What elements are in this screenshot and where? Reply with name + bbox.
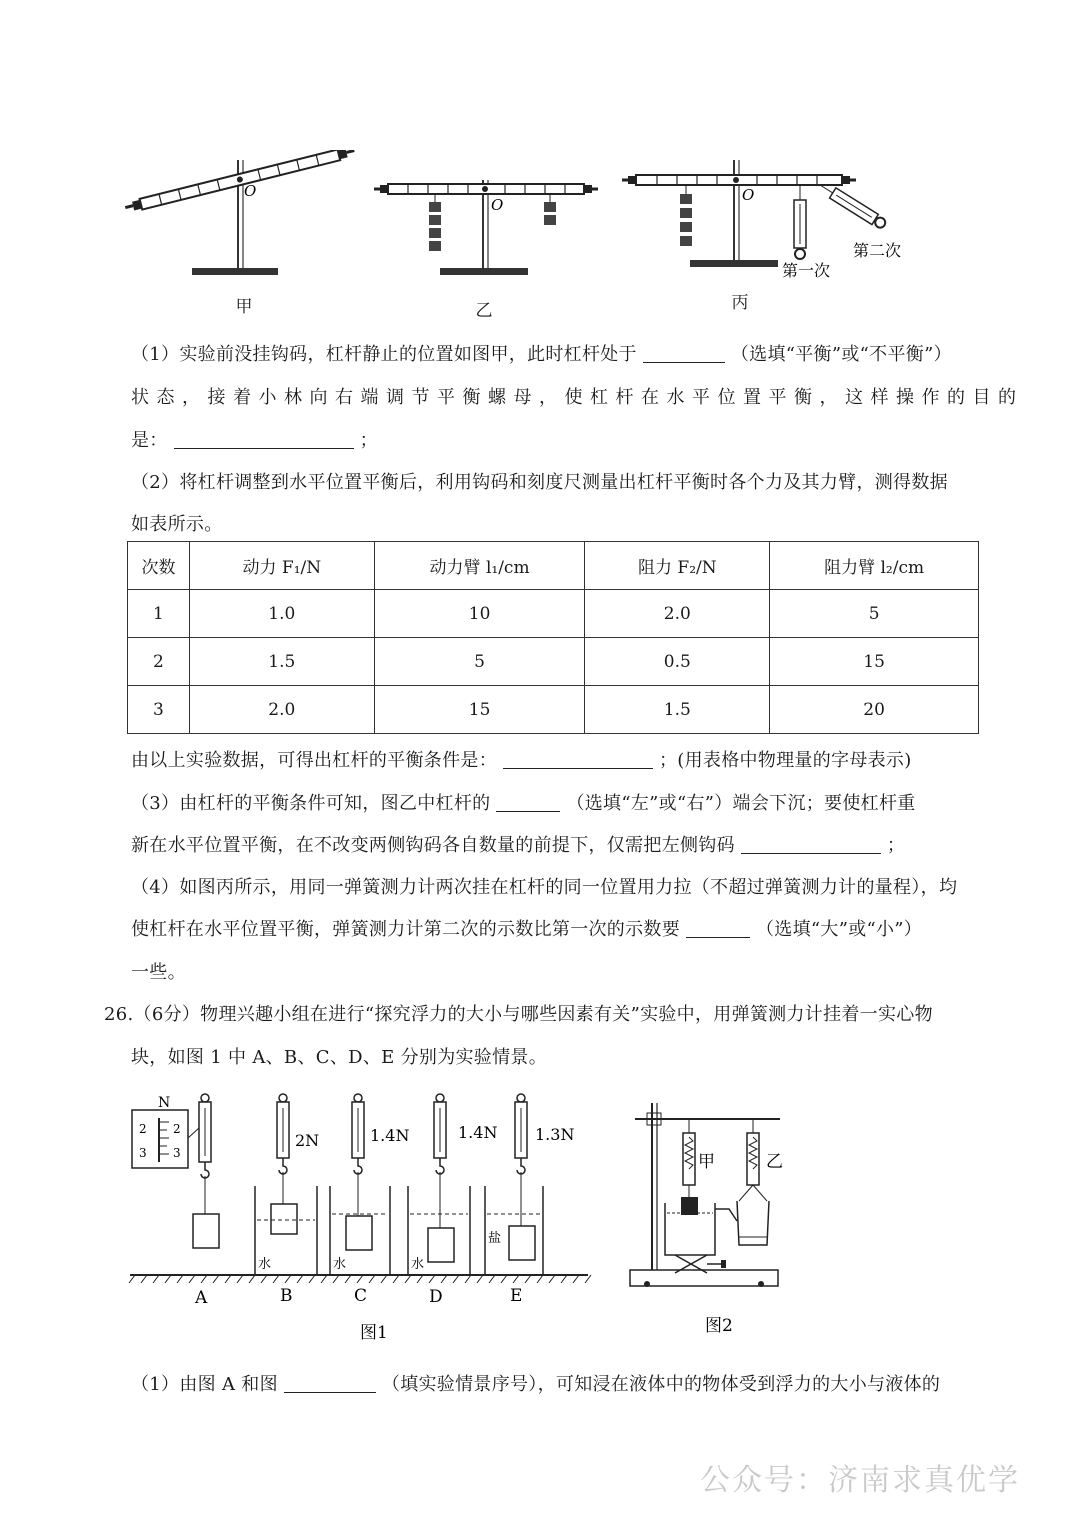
q3-line1: （3）由杠杆的平衡条件可知，图乙中杠杆的 （选填“左”或“右”）端会下沉；要使杠杆重 <box>131 793 916 814</box>
scene-label-e: E <box>510 1286 523 1306</box>
table-cell: 2.0 <box>585 590 770 638</box>
reading-e: 1.3N <box>535 1125 575 1144</box>
q1-line3: 是： ； <box>131 430 378 451</box>
scale-label-jia: 甲 <box>698 1152 715 1172</box>
q26-line2: 块，如图 1 中 A、B、C、D、E 分别为实验情景。 <box>131 1047 548 1068</box>
q2-line1: （2）将杠杆调整到水平位置平衡后，利用钩码和刻度尺测量出杠杆平衡时各个力及其力臂，测得数据 <box>131 472 948 493</box>
scene-b <box>255 1094 319 1275</box>
table-header-cell: 动力臂 l₁/cm <box>374 542 585 590</box>
table-header-cell: 次数 <box>128 542 190 590</box>
answer-blank[interactable] <box>496 793 560 812</box>
table-cell: 10 <box>374 590 585 638</box>
table-cell: 2 <box>128 638 190 686</box>
table-cell: 5 <box>770 590 979 638</box>
table-cell: 20 <box>770 686 979 734</box>
scene-c <box>330 1094 409 1275</box>
scene-label-a: A <box>195 1288 208 1308</box>
table-row <box>128 590 979 638</box>
q26-sub1-line: （1）由图 A 和图 （填实验情景序号），可知浸在液体中的物体受到浮力的大小与液体的 <box>131 1374 941 1395</box>
table-header-cell: 阻力臂 l₂/cm <box>770 542 979 590</box>
q4-line2: 使杠杆在水平位置平衡，弹簧测力计第二次的示数比第一次的示数要 （选填“大”或“小”） <box>131 919 923 940</box>
answer-blank[interactable] <box>741 835 881 854</box>
answer-blank[interactable] <box>174 430 354 449</box>
table-row <box>128 638 979 686</box>
table-cell: 1 <box>128 590 190 638</box>
q4-line3: 一些。 <box>131 962 186 983</box>
table-cell: 1.5 <box>585 686 770 734</box>
q2-line2: 如表所示。 <box>131 514 223 535</box>
pivot-label-jia: O <box>244 182 257 200</box>
table-cell: 1.0 <box>189 590 374 638</box>
scene-a <box>132 1094 219 1248</box>
fig-label-yi: 乙 <box>475 301 493 321</box>
svg-text:3: 3 <box>173 1146 181 1160</box>
scene-label-d: D <box>429 1287 443 1307</box>
scene-label-b: B <box>280 1286 293 1306</box>
q1-line1: （1）实验前没挂钩码，杠杆静止的位置如图甲，此时杠杆处于 （选填“平衡”或“不平衡”） <box>131 344 952 365</box>
fig-label-bing: 丙 <box>731 293 749 313</box>
svg-text:2: 2 <box>139 1122 147 1136</box>
second-pull-label: 第二次 <box>853 241 902 260</box>
lever-figure-bing <box>622 160 901 280</box>
q4-line1: （4）如图丙所示，用同一弹簧测力计两次挂在杠杆的同一位置用力拉（不超过弹簧测力计的量程），均 <box>131 877 958 898</box>
answer-blank[interactable] <box>686 919 750 938</box>
table-cell: 15 <box>770 638 979 686</box>
reading-c: 1.4N <box>370 1126 410 1145</box>
table-cell: 3 <box>128 686 190 734</box>
fig-label-jia: 甲 <box>235 297 253 317</box>
table-row <box>128 686 979 734</box>
liquid-label-d: 水 <box>411 1257 425 1272</box>
table-cell: 5 <box>374 638 585 686</box>
reading-d: 1.4N <box>458 1123 498 1142</box>
answer-blank[interactable] <box>284 1374 376 1393</box>
answer-blank[interactable] <box>503 750 653 769</box>
liquid-label-c: 水 <box>333 1257 347 1272</box>
reading-b: 2N <box>295 1131 320 1150</box>
lever-figure-yi <box>374 180 598 275</box>
lever-figure-jia <box>124 150 356 275</box>
table-header-cell: 动力 F₁/N <box>189 542 374 590</box>
pivot-label-bing: O <box>742 186 755 204</box>
table-header-cell: 阻力 F₂/N <box>585 542 770 590</box>
pivot-label-yi: O <box>491 196 504 214</box>
liquid-label-e: 盐 <box>488 1231 502 1246</box>
svg-text:N: N <box>158 1095 171 1111</box>
scale-label-yi: 乙 <box>766 1152 783 1172</box>
q26-line1: 26.（6分）物理兴趣小组在进行“探究浮力的大小与哪些因素有关”实验中，用弹簧测力计挂着一实心物 <box>104 1004 933 1025</box>
liquid-label-b: 水 <box>258 1257 272 1272</box>
answer-blank[interactable] <box>643 344 725 363</box>
buoyancy-figure-1 <box>125 1088 595 1343</box>
scene-d <box>408 1094 497 1275</box>
table-cell: 2.0 <box>189 686 374 734</box>
lever-data-table <box>127 541 979 734</box>
svg-text:3: 3 <box>139 1146 147 1160</box>
figure-2-caption: 图2 <box>705 1316 733 1336</box>
scene-e <box>485 1094 574 1275</box>
table-cell: 15 <box>374 686 585 734</box>
first-pull-label: 第一次 <box>782 261 831 280</box>
svg-text:2: 2 <box>173 1122 181 1136</box>
table-cell: 1.5 <box>189 638 374 686</box>
figure-1-caption: 图1 <box>360 1323 388 1343</box>
q1-line2: 状态，接着小林向右端调节平衡螺母，使杠杆在水平位置平衡，这样操作的目的 <box>131 387 1024 408</box>
q3-line2: 新在水平位置平衡，在不改变两侧钩码各自数量的前提下，仅需把左侧钩码 ； <box>131 835 906 856</box>
table-header-row <box>128 542 979 590</box>
scene-label-c: C <box>354 1286 368 1306</box>
overflow-apparatus-figure-2 <box>625 1095 795 1345</box>
watermark: 公众号：济南求真优学 <box>700 1463 1020 1498</box>
condition-line: 由以上实验数据，可得出杠杆的平衡条件是： ；(用表格中物理量的字母表示) <box>131 750 912 771</box>
table-cell: 0.5 <box>585 638 770 686</box>
